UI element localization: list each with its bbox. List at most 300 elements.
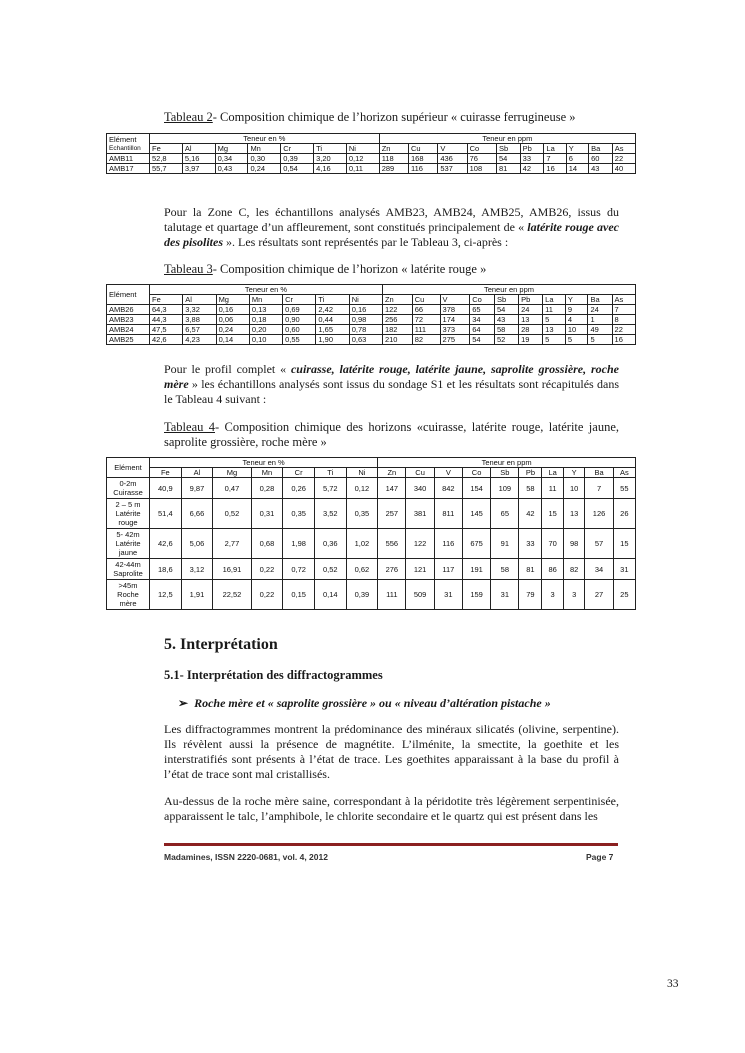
table-cell: 0,98 — [349, 315, 382, 325]
table-cell: 5 — [588, 335, 612, 345]
table-cell: 0,44 — [316, 315, 349, 325]
table-cell: 0,60 — [283, 325, 316, 335]
table-cell: 70 — [542, 529, 564, 559]
column-header: V — [440, 295, 470, 305]
table-cell: 33 — [519, 529, 542, 559]
table-cell: 0,63 — [349, 335, 382, 345]
table-header-row — [107, 285, 636, 295]
table-cell: 0,62 — [346, 559, 378, 580]
column-header: Co — [462, 468, 490, 478]
group-header-ppm: Teneur en ppm — [379, 134, 635, 144]
table-cell: 79 — [519, 580, 542, 610]
column-header: Mn — [249, 295, 282, 305]
table-cell: 5,06 — [181, 529, 213, 559]
table-cell: 3,52 — [314, 499, 346, 529]
table-cell: 0,78 — [349, 325, 382, 335]
table-cell: 33 — [520, 154, 544, 164]
para2-prefix: Pour le profil complet « — [164, 362, 291, 376]
table-cell: 31 — [434, 580, 462, 610]
table-cell: 0,52 — [213, 499, 251, 529]
table-cell: 275 — [440, 335, 470, 345]
table-cell: 40 — [612, 164, 635, 174]
group-header-ppm: Teneur en ppm — [382, 285, 635, 295]
column-header: La — [542, 468, 564, 478]
table-cell: 44,3 — [150, 315, 183, 325]
table-cell: 58 — [491, 559, 519, 580]
table-cell: 0,39 — [346, 580, 378, 610]
table-cell: 111 — [412, 325, 440, 335]
table-cell: 26 — [613, 499, 635, 529]
table-cell: 381 — [406, 499, 434, 529]
table-cell: 3 — [542, 580, 564, 610]
sample-id-line: 0-2m — [119, 479, 137, 488]
column-header: Y — [565, 295, 588, 305]
table-cell: 117 — [434, 559, 462, 580]
table-cell: 126 — [585, 499, 613, 529]
table-cell: 0,26 — [283, 478, 315, 499]
table-cell: 98 — [563, 529, 585, 559]
column-header: Y — [566, 144, 588, 154]
paragraph-zone-c — [164, 205, 619, 250]
sample-id-line: jaune — [118, 548, 138, 557]
column-header: Cu — [412, 295, 440, 305]
table-cell: 121 — [406, 559, 434, 580]
table-cell: 842 — [434, 478, 462, 499]
sample-id-line: Saprolite — [113, 569, 143, 578]
table-cell: 16 — [544, 164, 566, 174]
table-cell: 86 — [542, 559, 564, 580]
table-cell: 52 — [495, 335, 519, 345]
table-row — [107, 154, 636, 164]
column-header: Cr — [283, 295, 316, 305]
table-cell: 0,36 — [314, 529, 346, 559]
table-cell: 40,9 — [150, 478, 182, 499]
column-header: Mg — [216, 295, 249, 305]
table-cell: 0,30 — [248, 154, 281, 164]
table-cell: 4 — [565, 315, 588, 325]
table-cell: 378 — [440, 305, 470, 315]
column-header: Al — [182, 144, 215, 154]
column-header: Mg — [213, 468, 251, 478]
table-cell: 58 — [519, 478, 542, 499]
column-header: Zn — [378, 468, 406, 478]
table-cell: 0,18 — [249, 315, 282, 325]
column-header: Ba — [585, 468, 613, 478]
table-cell: 116 — [409, 164, 438, 174]
sample-id-cell — [107, 529, 150, 559]
table-cell: 14 — [566, 164, 588, 174]
sample-id-cell: AMB17 — [107, 164, 150, 174]
table-cell: 256 — [382, 315, 412, 325]
table-cell: 0,68 — [251, 529, 283, 559]
table-cell: 556 — [378, 529, 406, 559]
column-header: La — [543, 295, 566, 305]
sample-id-line: rouge — [118, 518, 138, 527]
table-cell: 13 — [543, 325, 566, 335]
table-cell: 51,4 — [150, 499, 182, 529]
table-row — [107, 335, 636, 345]
table-cell: 0,34 — [215, 154, 248, 164]
table-cell: 0,06 — [216, 315, 249, 325]
footer-rule — [164, 843, 618, 846]
column-header: La — [544, 144, 566, 154]
column-header: Ba — [589, 144, 613, 154]
table3-caption-label: Tableau 3 — [164, 262, 213, 276]
table-cell: 0,24 — [216, 325, 249, 335]
column-header: Ni — [349, 295, 382, 305]
column-header: Co — [470, 295, 495, 305]
table-cell: 43 — [589, 164, 613, 174]
table-cell: 31 — [491, 580, 519, 610]
table-cell: 6,66 — [181, 499, 213, 529]
table-cell: 28 — [519, 325, 543, 335]
group-header-percent: Teneur en % — [150, 285, 383, 295]
table-cell: 18,6 — [150, 559, 182, 580]
table-row — [107, 529, 636, 559]
table-cell: 1,91 — [181, 580, 213, 610]
table-cell: 0,39 — [281, 154, 314, 164]
sample-id-line: Roche — [117, 590, 139, 599]
table-row — [107, 478, 636, 499]
paragraph-roche-mere: Au-dessus de la roche mère saine, correspondant à la péridotite très légèrement serpentinisée, apparaissent le talc, l’amphibole, le chlorite secondaire et le quartz qui est présent dans les — [164, 794, 619, 823]
table-cell: 0,69 — [283, 305, 316, 315]
paragraph-diffractogrammes: Les diffractogrammes montrent la prédominance des minéraux silicatés (olivine, serpentine). Ils révèlent aussi la présence de magnétite. L’ilménite, la smectite, la goethite et les interstratifiés sont présents à l’état de trace. Les goethites apparaissant à la base du profil à l’état de trace sont mal cristallisés. — [164, 722, 619, 781]
table-cell: 0,13 — [249, 305, 282, 315]
table-cell: 373 — [440, 325, 470, 335]
table3 — [106, 284, 636, 345]
table-corner-cell — [107, 458, 150, 478]
table-cell: 60 — [589, 154, 613, 164]
column-header: Fe — [150, 295, 183, 305]
table4-caption-text: - Composition chimique des horizons «cuirasse, latérite rouge, latérite jaune, saprolite grossière, roche mère » — [164, 420, 619, 449]
table-cell: 2,77 — [213, 529, 251, 559]
table-row — [107, 315, 636, 325]
para1-prefix: Pour la Zone C, les échantillons analysés AMB23, AMB24, AMB25, AMB26, issus du talutage et quartage d’un affleurement, sont constitués principalement de « — [164, 205, 619, 234]
column-header: Ti — [314, 144, 347, 154]
table-cell: 7 — [585, 478, 613, 499]
table-cell: 65 — [491, 499, 519, 529]
table2-caption — [164, 110, 576, 125]
table-cell: 2,42 — [316, 305, 349, 315]
table-cell: 16,91 — [213, 559, 251, 580]
table-cell: 3,32 — [183, 305, 216, 315]
column-header: Y — [563, 468, 585, 478]
table4-caption — [164, 420, 619, 450]
table2-caption-text: - Composition chimique de l’horizon supérieur « cuirasse ferrugineuse » — [212, 110, 576, 124]
column-header: Mn — [248, 144, 281, 154]
table-cell: 109 — [491, 478, 519, 499]
table-cell: 64 — [470, 325, 495, 335]
para1-emph: latérite rouge avec des pisolites — [164, 220, 619, 249]
table-cell: 15 — [542, 499, 564, 529]
table-cell: 0,11 — [346, 164, 379, 174]
column-header: Co — [467, 144, 496, 154]
table-cell: 24 — [519, 305, 543, 315]
table-cell: 11 — [543, 305, 566, 315]
sample-id-line: >45m — [118, 581, 138, 590]
table-cell: 3 — [563, 580, 585, 610]
paragraph-profil — [164, 362, 619, 407]
table-cell: 22 — [612, 325, 635, 335]
table-cell: 3,20 — [314, 154, 347, 164]
table-cell: 65 — [470, 305, 495, 315]
table-cell: 82 — [563, 559, 585, 580]
table3-caption — [164, 262, 486, 277]
table-cell: 27 — [585, 580, 613, 610]
table-cell: 0,72 — [283, 559, 315, 580]
sample-id-cell: AMB23 — [107, 315, 150, 325]
column-header: V — [438, 144, 467, 154]
table-cell: 13 — [563, 499, 585, 529]
table-cell: 210 — [382, 335, 412, 345]
table-cell: 13 — [519, 315, 543, 325]
table-cell: 9,87 — [181, 478, 213, 499]
table-cell: 16 — [612, 335, 635, 345]
table-cell: 182 — [382, 325, 412, 335]
sample-id-cell: AMB11 — [107, 154, 150, 164]
table-cell: 675 — [462, 529, 490, 559]
table-row — [107, 164, 636, 174]
column-header: Sb — [491, 468, 519, 478]
table-cell: 55 — [613, 478, 635, 499]
table-cell: 118 — [379, 154, 408, 164]
table-cell: 257 — [378, 499, 406, 529]
table-cell: 22 — [612, 154, 635, 164]
table-cell: 58 — [495, 325, 519, 335]
table-cell: 7 — [612, 305, 635, 315]
bullet-heading-text: Roche mère et « saprolite grossière » ou « niveau d’altération pistache » — [194, 696, 551, 710]
sample-id-cell: AMB24 — [107, 325, 150, 335]
table-cell: 1,90 — [316, 335, 349, 345]
table-cell: 6,57 — [183, 325, 216, 335]
group-header-percent: Teneur en % — [150, 458, 378, 468]
table2 — [106, 133, 636, 174]
table-header-row — [107, 458, 636, 468]
table-cell: 34 — [585, 559, 613, 580]
column-header: Pb — [519, 295, 543, 305]
table-cell: 5 — [543, 335, 566, 345]
footer-page: Page 7 — [586, 852, 614, 862]
sample-id-line: 5- 42m — [116, 530, 140, 539]
page-number: 33 — [667, 978, 679, 990]
table-cell: 7 — [544, 154, 566, 164]
column-header: Sb — [495, 295, 519, 305]
corner-label-top: Elément — [109, 290, 137, 299]
table-cell: 0,16 — [216, 305, 249, 315]
sample-id-line: Latérite — [115, 539, 141, 548]
table-cell: 42 — [520, 164, 544, 174]
table-cell: 1,98 — [283, 529, 315, 559]
table-cell: 0,90 — [283, 315, 316, 325]
table-cell: 55,7 — [150, 164, 183, 174]
table-cell: 8 — [612, 315, 635, 325]
table-cell: 0,35 — [346, 499, 378, 529]
table-cell: 42,6 — [150, 335, 183, 345]
column-header: Pb — [520, 144, 544, 154]
table-columns-row — [107, 468, 636, 478]
table4-caption-label: Tableau 4 — [164, 420, 215, 434]
table-corner-cell — [107, 285, 150, 305]
column-header: Ni — [346, 468, 378, 478]
bullet-arrow-icon: ➢ — [178, 696, 189, 710]
para2-suffix: » les échantillons analysés sont issus du sondage S1 et les résultats sont récapitulés dans le Tableau 4 suivant : — [164, 377, 619, 406]
table-cell: 47,5 — [150, 325, 183, 335]
group-header-ppm: Teneur en ppm — [378, 458, 636, 468]
table-cell: 0,15 — [283, 580, 315, 610]
sample-id-line: 42-44m — [115, 560, 141, 569]
table-row — [107, 559, 636, 580]
column-header: V — [434, 468, 462, 478]
table-cell: 1 — [588, 315, 612, 325]
column-header: As — [612, 295, 635, 305]
table-cell: 0,12 — [346, 154, 379, 164]
table-cell: 19 — [519, 335, 543, 345]
table-cell: 64,3 — [150, 305, 183, 315]
group-header-percent: Teneur en % — [150, 134, 380, 144]
table-cell: 0,14 — [216, 335, 249, 345]
table2-caption-label: Tableau 2 — [164, 110, 213, 124]
table-cell: 5 — [565, 335, 588, 345]
table-row — [107, 325, 636, 335]
column-header: As — [613, 468, 635, 478]
table-cell: 11 — [542, 478, 564, 499]
table-row — [107, 499, 636, 529]
table-cell: 10 — [565, 325, 588, 335]
subsection-title: 5.1- Interprétation des diffractogrammes — [164, 668, 383, 682]
column-header: Ti — [316, 295, 349, 305]
table-cell: 0,52 — [314, 559, 346, 580]
sample-id-line: mère — [119, 599, 137, 608]
table-cell: 191 — [462, 559, 490, 580]
table-cell: 54 — [470, 335, 495, 345]
sample-id-cell: AMB26 — [107, 305, 150, 315]
table-cell: 0,20 — [249, 325, 282, 335]
column-header: Mn — [251, 468, 283, 478]
table-cell: 1,02 — [346, 529, 378, 559]
table-cell: 76 — [467, 154, 496, 164]
table-row — [107, 580, 636, 610]
table-cell: 43 — [495, 315, 519, 325]
table-cell: 289 — [379, 164, 408, 174]
table-cell: 22,52 — [213, 580, 251, 610]
table-cell: 54 — [495, 305, 519, 315]
column-header: Cr — [281, 144, 314, 154]
table-cell: 145 — [462, 499, 490, 529]
table-cell: 159 — [462, 580, 490, 610]
footer-journal: Madamines, ISSN 2220-0681, vol. 4, 2012 — [164, 852, 328, 862]
table-cell: 12,5 — [150, 580, 182, 610]
table-cell: 57 — [585, 529, 613, 559]
table-cell: 0,28 — [251, 478, 283, 499]
table-cell: 811 — [434, 499, 462, 529]
sample-id-line: 2 – 5 m — [115, 500, 141, 509]
bullet-heading — [178, 696, 551, 711]
table-cell: 49 — [588, 325, 612, 335]
table-cell: 122 — [382, 305, 412, 315]
column-header: Ni — [346, 144, 379, 154]
column-header: Cu — [409, 144, 438, 154]
column-header: Mg — [215, 144, 248, 154]
table-cell: 0,35 — [283, 499, 315, 529]
column-header: Ti — [314, 468, 346, 478]
table-cell: 0,24 — [248, 164, 281, 174]
table-cell: 436 — [438, 154, 467, 164]
table-cell: 111 — [378, 580, 406, 610]
column-header: Al — [183, 295, 216, 305]
table-cell: 25 — [613, 580, 635, 610]
table-cell: 0,55 — [283, 335, 316, 345]
para1-suffix: ». Les résultats sont représentés par le Tableau 3, ci-après : — [223, 235, 509, 249]
table-cell: 72 — [412, 315, 440, 325]
column-header: As — [612, 144, 635, 154]
corner-label-bottom: Echantillon — [109, 144, 141, 152]
table-cell: 147 — [378, 478, 406, 499]
table-cell: 91 — [491, 529, 519, 559]
table-cell: 34 — [470, 315, 495, 325]
sample-id-cell — [107, 478, 150, 499]
table-cell: 54 — [496, 154, 520, 164]
table-cell: 82 — [412, 335, 440, 345]
table-cell: 24 — [588, 305, 612, 315]
table-cell: 0,10 — [249, 335, 282, 345]
table-corner-cell — [107, 134, 150, 154]
sample-id-line: Latérite — [115, 509, 141, 518]
table-cell: 3,88 — [183, 315, 216, 325]
table-cell: 3,97 — [182, 164, 215, 174]
table-cell: 537 — [438, 164, 467, 174]
table-cell: 0,12 — [346, 478, 378, 499]
column-header: Cu — [406, 468, 434, 478]
table-cell: 4,16 — [314, 164, 347, 174]
column-header: Pb — [519, 468, 542, 478]
sample-id-cell — [107, 580, 150, 610]
column-header: Al — [181, 468, 213, 478]
table-cell: 5,72 — [314, 478, 346, 499]
table-cell: 0,31 — [251, 499, 283, 529]
table-cell: 276 — [378, 559, 406, 580]
table-cell: 168 — [409, 154, 438, 164]
sample-id-cell: AMB25 — [107, 335, 150, 345]
table-header-row — [107, 134, 636, 144]
column-header: Zn — [382, 295, 412, 305]
column-header: Fe — [150, 144, 183, 154]
table-cell: 0,16 — [349, 305, 382, 315]
corner-label-top: Elément — [114, 463, 142, 472]
table-cell: 0,43 — [215, 164, 248, 174]
section-title: 5. Interprétation — [164, 636, 278, 653]
table-cell: 81 — [519, 559, 542, 580]
column-header: Ba — [588, 295, 612, 305]
table-cell: 31 — [613, 559, 635, 580]
table-cell: 9 — [565, 305, 588, 315]
table-cell: 6 — [566, 154, 588, 164]
table-cell: 5 — [543, 315, 566, 325]
corner-label-top: Elément — [109, 134, 137, 144]
table-cell: 0,14 — [314, 580, 346, 610]
para2-emph: cuirasse, latérite rouge, latérite jaune, saprolite grossière, roche mère — [164, 362, 619, 391]
table3-caption-text: - Composition chimique de l’horizon « latérite rouge » — [212, 262, 487, 276]
table-cell: 122 — [406, 529, 434, 559]
table-row — [107, 305, 636, 315]
table-cell: 52,8 — [150, 154, 183, 164]
table-cell: 108 — [467, 164, 496, 174]
table-cell: 10 — [563, 478, 585, 499]
table-cell: 509 — [406, 580, 434, 610]
table-cell: 3,12 — [181, 559, 213, 580]
table-cell: 15 — [613, 529, 635, 559]
table-cell: 340 — [406, 478, 434, 499]
table-cell: 66 — [412, 305, 440, 315]
